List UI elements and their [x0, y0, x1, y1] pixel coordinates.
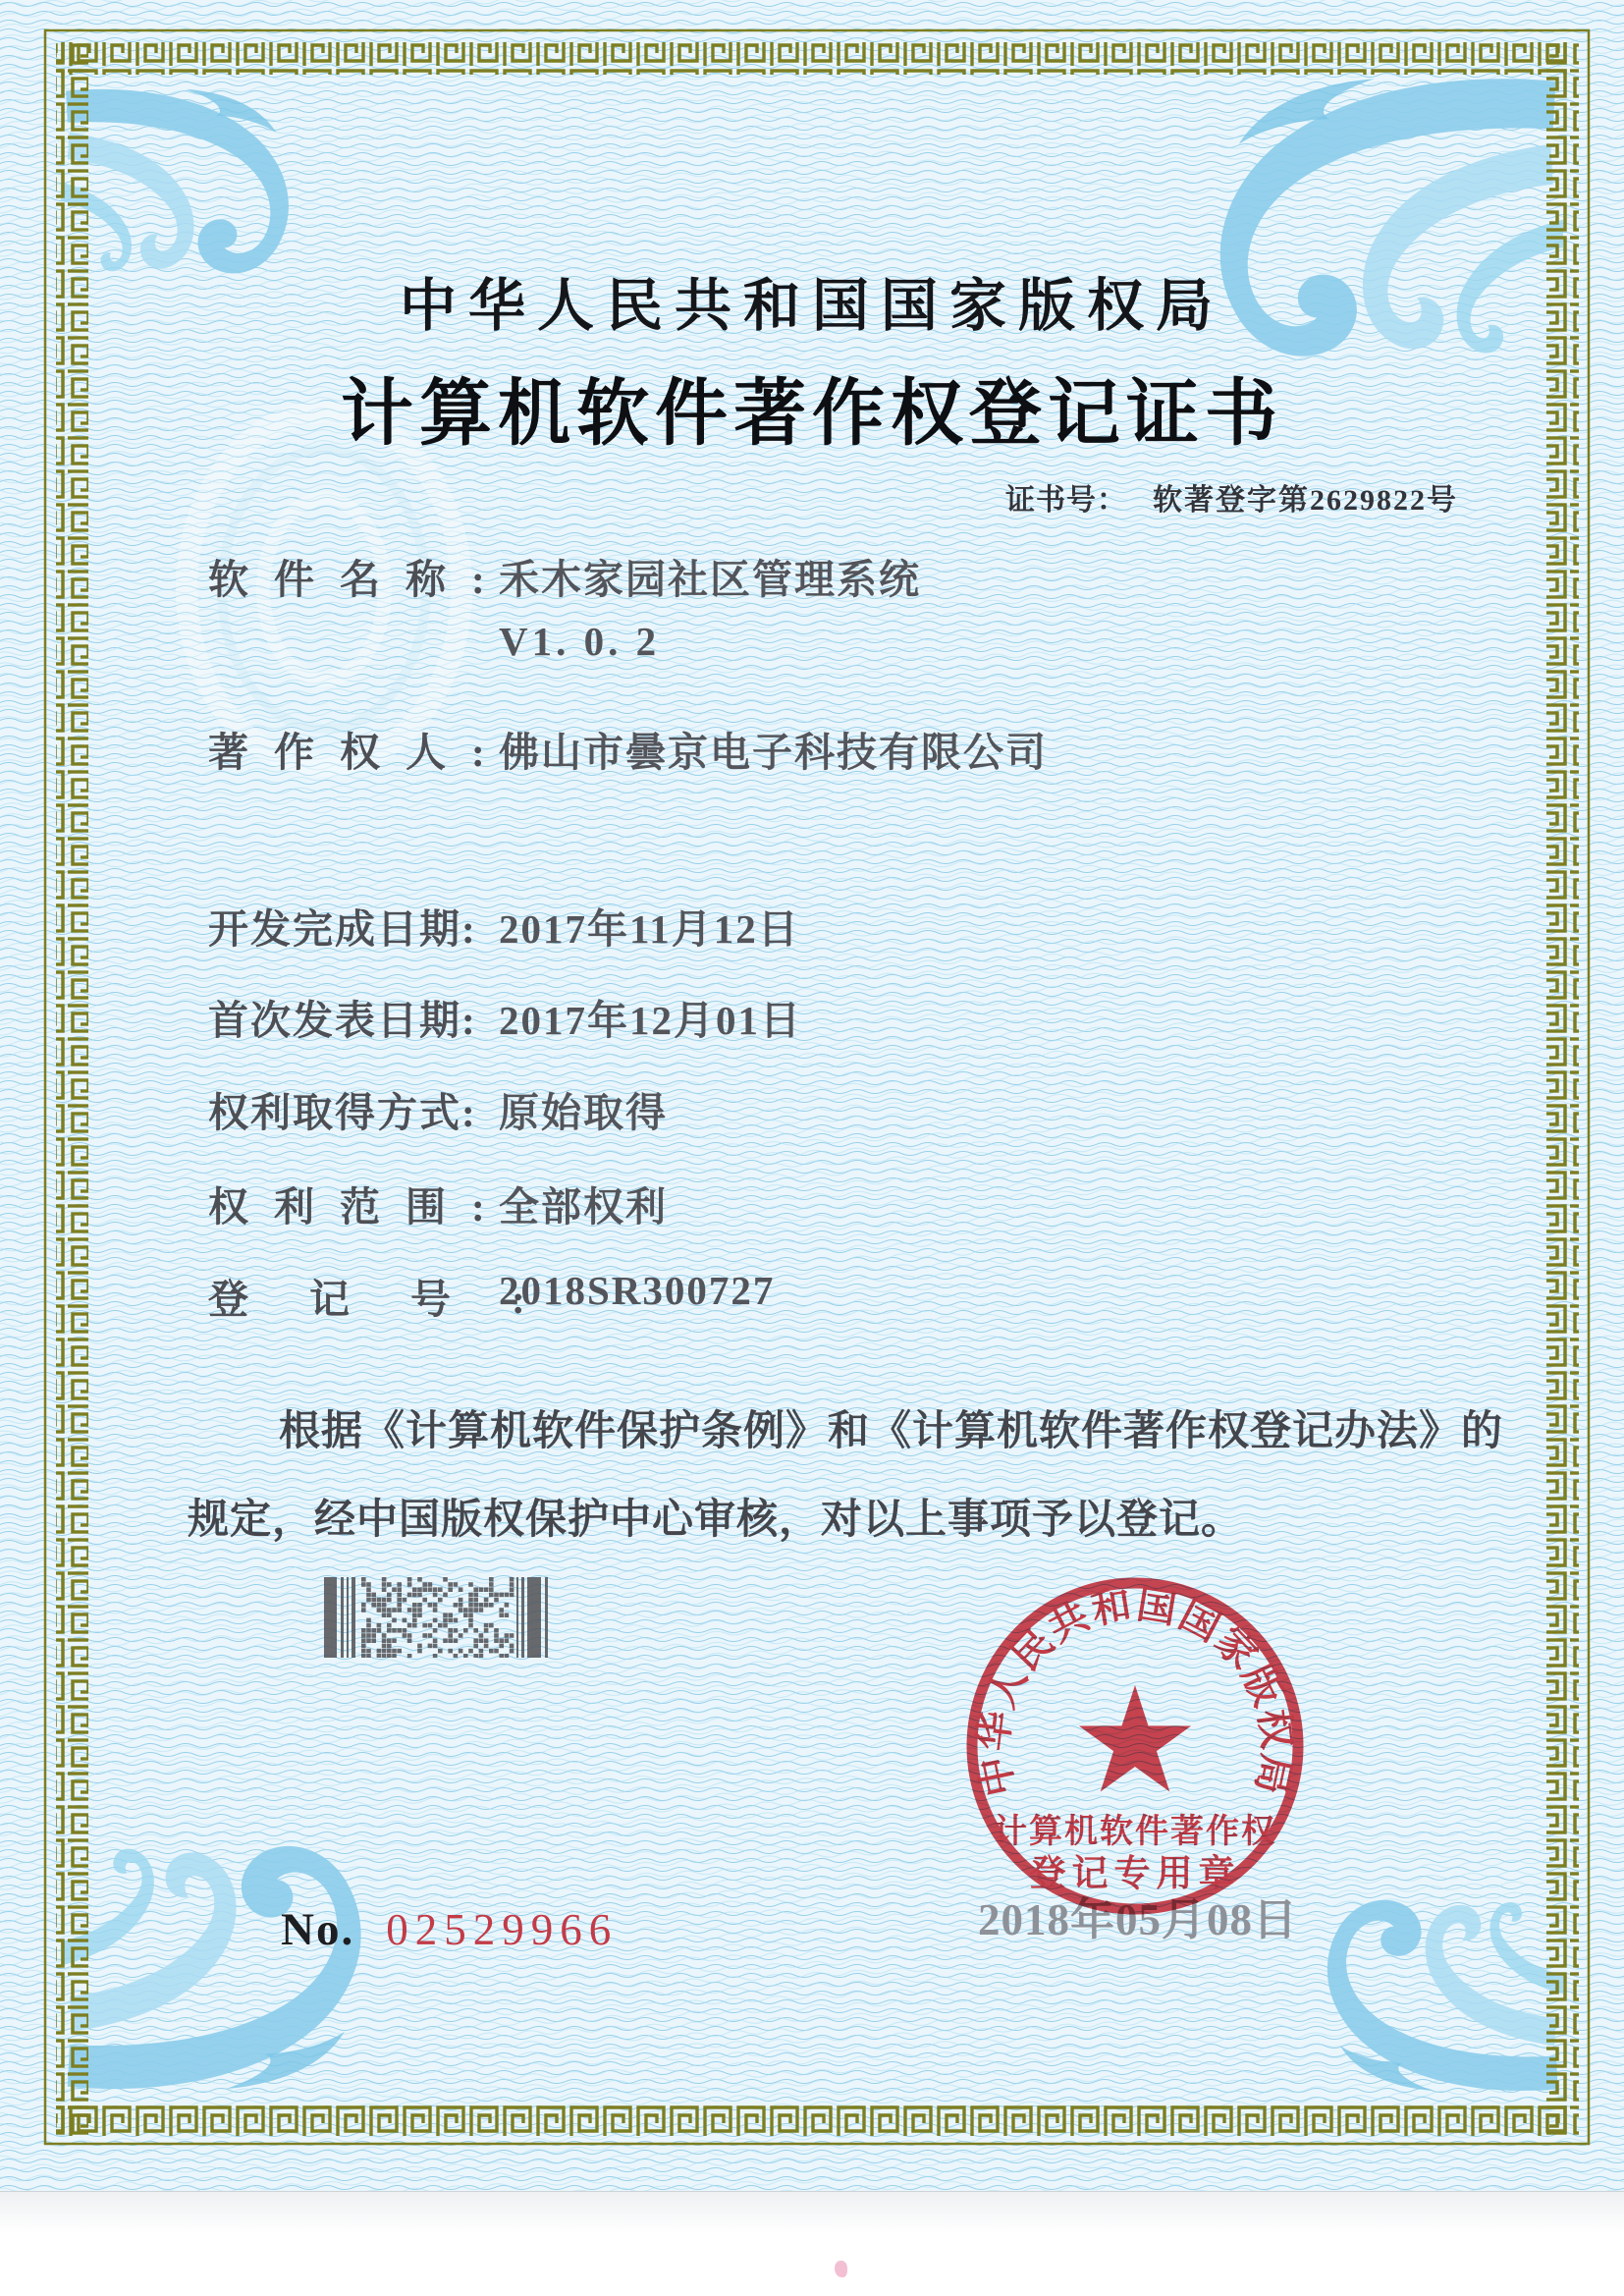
statement-line-1: 根据《计算机软件保护条例》和《计算机软件著作权登记办法》的 [279, 1409, 1504, 1454]
serial-number: 02529966 [386, 1905, 619, 1954]
software-version: V1. 0. 2 [499, 619, 661, 664]
statement-line-2: 规定，经中国版权保护中心审核，对以上事项予以登记。 [188, 1498, 1244, 1543]
certificate-number-label: 证书号： [1005, 484, 1127, 517]
field-label: 著作权人: [208, 730, 511, 775]
seal-text-line2: 登记专用章 [1029, 1854, 1241, 1894]
pdf417-barcode [324, 1577, 550, 1658]
field-copyright-owner [208, 720, 1048, 778]
field-software-name [208, 547, 921, 664]
certificate-number-line [1005, 475, 1458, 519]
seal-arc-text: 中华人民共和国国家版权局 [970, 1581, 1300, 1800]
certificate-title: 计算机软件著作权登记证书 [341, 374, 1283, 455]
field-rights-scope [208, 1175, 668, 1232]
field-label: 软件名称: [208, 557, 511, 602]
field-value: 原始取得 [499, 1090, 668, 1135]
serial-number-line [281, 1903, 618, 1956]
issuing-authority-title: 中华人民共和国国家版权局 [399, 274, 1224, 338]
field-value: 禾木家园社区管理系统 V1. 0. 2 [499, 557, 921, 664]
field-value: 2018SR300727 [499, 1268, 776, 1313]
field-label: 首次发表日期: [208, 998, 477, 1043]
field-value: 全部权利 [499, 1184, 668, 1230]
field-first-publish-date [208, 988, 802, 1046]
field-value: 2017年12月01日 [499, 998, 802, 1043]
field-label: 权利取得方式: [208, 1090, 477, 1135]
scan-paper-edge [0, 2191, 1624, 2296]
field-label: 登记号: [208, 1277, 586, 1322]
seal-text-line1: 计算机软件著作权 [994, 1814, 1276, 1850]
seal-star [1079, 1685, 1191, 1792]
field-dev-complete-date [208, 897, 800, 955]
official-red-seal [929, 1540, 1341, 1952]
field-registration-number [208, 1267, 776, 1325]
field-value: 2017年11月12日 [499, 906, 800, 952]
field-label: 开发完成日期: [208, 906, 477, 952]
certificate-number-value: 软著登字第2629822号 [1153, 484, 1458, 517]
scan-artifact-mark [835, 2261, 847, 2277]
serial-prefix: No. [281, 1904, 355, 1955]
field-rights-acquisition [208, 1080, 668, 1138]
registration-date: 2018年05月08日 [978, 1895, 1299, 1944]
field-label: 权利范围: [208, 1184, 511, 1230]
field-value: 佛山市曇京电子科技有限公司 [499, 730, 1048, 775]
